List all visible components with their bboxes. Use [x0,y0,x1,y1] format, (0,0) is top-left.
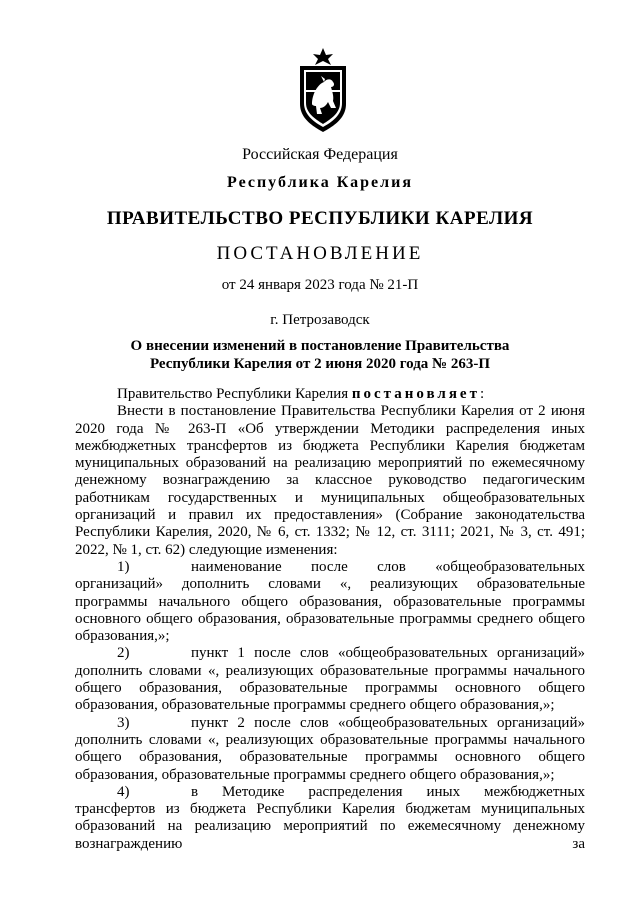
karelia-coat-of-arms-icon [296,46,350,134]
item-number: 3) [117,714,130,731]
preamble [75,386,585,403]
intro-paragraph: Внести в постановление Правительства Республики Карелия от 2 июня 2020 года № 263-П «Об утверждении Методики распределения иных межбюджетных трансфертов из бюджета Республики Карелия бюджетам муниципальных образований на реализацию мероприятий по ежемесячному денежному вознаграждению за классное руководство педагогическим работникам государственных и муниципальных общеобразовательных организаций и правил их предоставления» (Собрание законодательства Республики Карелия, 2020, № 6, ст. 1332; № 12, ст. 3111; 2021, № 3, ст. 491; 2022, № 1, ст. 62) следующие изменения: [75,403,585,558]
document-body [75,386,585,853]
subject-line-2: Республики Карелия от 2 июня 2020 года № 263-П [149,356,491,372]
date-number: от 24 января 2023 года № 21-П [221,277,419,293]
document-type: ПОСТАНОВЛЕНИЕ [216,243,424,264]
item-number: 1) [117,558,130,575]
city: г. Петрозаводск [270,312,370,328]
preamble-text: Правительство Республики Карелия [117,386,352,402]
government-title: ПРАВИТЕЛЬСТВО РЕСПУБЛИКИ КАРЕЛИЯ [106,208,534,229]
item-text: пункт 2 после слов «общеобразовательных организаций» дополнить словами «, реализующих образовательные программы начального общего образования, образовательные программы основного общего образования, образовательные программы среднего общего образования,»; [75,714,585,783]
item-number: 4) [117,783,130,800]
item-text: пункт 1 после слов «общеобразовательных организаций» дополнить словами «, реализующих образовательные программы начального общего образования, образовательные программы основного общего образования, образовательные программы среднего общего образования,»; [75,645,585,714]
preamble-keyword: постановляет [351,386,480,402]
preamble-colon: : [479,386,485,402]
list-item [75,784,585,853]
item-text: наименование после слов «общеобразовательных организаций» дополнить словами «, реализующих образовательные программы начального общего образования, образовательные программы основного общего образования, образовательные программы среднего общего образования,»; [75,558,585,645]
subject-line-1: О внесении изменений в постановление Правительства [130,338,510,354]
country-name: Российская Федерация [242,146,398,163]
republic-name: Республика Карелия [227,174,413,191]
item-number: 2) [117,645,130,662]
list-item [75,645,585,714]
item-text: в Методике распределения иных межбюджетных трансфертов из бюджета Республики Карелия бюджетам муниципальных образований на реализацию мероприятий по ежемесячному денежному вознаграждению за [75,783,585,852]
list-item [75,715,585,784]
list-item [75,559,585,645]
